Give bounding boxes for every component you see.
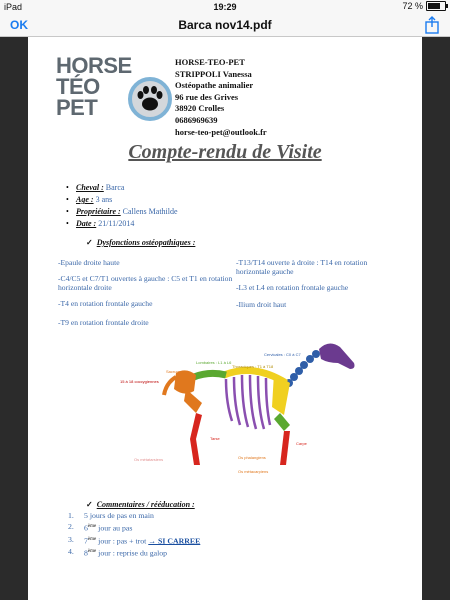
item-text: 6 xyxy=(84,523,88,533)
contact-role: Ostéopathe animalier xyxy=(175,80,254,91)
item-text: 7 xyxy=(84,536,88,546)
contact-city: 38920 Crolles xyxy=(175,103,225,114)
label-phalanges: Os phalangiens xyxy=(238,455,266,460)
item-text: 5 jours de pas en main xyxy=(84,511,154,520)
info-value: Callens Mathilde xyxy=(120,207,178,216)
info-value: 21/11/2014 xyxy=(96,219,135,228)
horse-info-list xyxy=(66,182,178,230)
contact-block xyxy=(175,57,267,138)
list-item xyxy=(68,510,200,521)
clock: 19:29 xyxy=(213,2,237,12)
battery-status xyxy=(402,1,446,11)
logo-line-2: TÉO xyxy=(56,74,100,99)
contact-name: STRIPPOLI Vanessa xyxy=(175,68,252,79)
item-emphasis: → SI CARREE xyxy=(148,536,201,546)
label-thoracic: Thoraciques : T1 à T18 xyxy=(232,364,274,369)
tail-vertebrae xyxy=(164,377,176,395)
info-row-age xyxy=(66,194,178,206)
info-value: Barca xyxy=(103,183,125,192)
device-label: iPad xyxy=(4,2,23,12)
recommendations-list xyxy=(68,510,200,559)
contact-company: HORSE-TEO-PET xyxy=(175,57,245,67)
dysfunction-item: -Epaule droite haute xyxy=(58,258,120,267)
info-label: Age : xyxy=(76,195,94,204)
contact-street: 96 rue des Grives xyxy=(175,91,239,102)
label-tarse: Tarse xyxy=(210,436,220,441)
info-value: 3 ans xyxy=(93,195,113,204)
info-row-date xyxy=(66,218,178,230)
item-number: 2. xyxy=(68,522,74,531)
humerus xyxy=(274,413,290,431)
list-item xyxy=(68,521,200,534)
label-caudal: 15 à 18 coccygiennes xyxy=(120,379,159,384)
item-text-rest: jour : pas + trot xyxy=(96,536,149,546)
item-number: 1. xyxy=(68,511,74,520)
info-label: Cheval : xyxy=(76,183,104,192)
hind-leg xyxy=(190,413,202,465)
ordinal-suffix: ème xyxy=(87,524,97,529)
dysfunction-item: -T9 en rotation frontale droite xyxy=(58,318,149,327)
dysfunction-item: -Ilium droit haut xyxy=(236,300,287,309)
contact-phone: 0686969639 xyxy=(175,114,218,125)
recommendations-heading xyxy=(86,500,195,509)
skull xyxy=(319,343,355,369)
dysfunction-item: -T4 en rotation frontale gauche xyxy=(58,299,153,308)
femur xyxy=(184,389,202,413)
label-cervical: Cervicales : C0 à C7 xyxy=(264,352,301,357)
dysfunctions-heading xyxy=(86,238,195,247)
share-icon[interactable] xyxy=(424,16,440,34)
label-metatarsal: Os métatarsiens xyxy=(134,457,164,462)
info-label: Propriétaire : xyxy=(76,207,121,216)
list-item xyxy=(68,546,200,559)
info-label: Date : xyxy=(76,219,97,228)
logo xyxy=(56,55,168,133)
recommendations-heading-text: Commentaires / rééducation : xyxy=(96,500,195,509)
front-leg xyxy=(280,431,290,465)
nav-bar xyxy=(0,14,450,37)
pdf-page[interactable] xyxy=(28,37,422,600)
logo-line-1: HORSE xyxy=(56,53,132,78)
item-number: 3. xyxy=(68,534,74,544)
dysfunction-item: -L3 et L4 en rotation frontale gauche xyxy=(236,283,349,292)
ok-button[interactable]: OK xyxy=(10,18,28,32)
ribs xyxy=(226,375,270,429)
label-sacrum: Sacrum xyxy=(166,369,180,374)
document-title: Barca nov14.pdf xyxy=(178,18,272,32)
list-item xyxy=(68,534,200,547)
dysfunction-item: -T13/T14 ouverte à droite : T14 en rotation horizontale gauche xyxy=(236,258,368,276)
checkmark-icon: ✓ xyxy=(86,238,93,247)
report-title: Compte-rendu de Visite xyxy=(128,141,322,163)
item-text-rest: jour au pas xyxy=(96,523,133,533)
paw-icon xyxy=(128,77,172,121)
item-number: 4. xyxy=(68,547,74,557)
checkmark-icon: ✓ xyxy=(86,500,93,509)
logo-line-3: PET xyxy=(56,95,98,120)
battery-icon xyxy=(426,1,446,11)
item-text: 8 xyxy=(84,548,88,558)
contact-email: horse-teo-pet@outlook.fr xyxy=(175,126,267,137)
info-row-horse xyxy=(66,182,178,194)
ordinal-suffix: ème xyxy=(87,536,97,542)
battery-fill xyxy=(428,3,440,9)
ordinal-suffix: ème xyxy=(87,549,97,555)
info-row-owner xyxy=(66,206,178,218)
dysfunction-item: -C4/C5 et C7/T1 ouvertes à gauche : C5 et T1 en rotation horizontale droite xyxy=(58,274,233,292)
label-carpe: Carpe xyxy=(296,441,307,446)
label-metacarpal: Os métacarpiens xyxy=(238,469,269,474)
dysfunctions-heading-text: Dysfonctions ostéopathiques : xyxy=(96,238,196,247)
label-lumbar: Lombaires : L1 à L6 xyxy=(196,360,232,365)
scapula xyxy=(272,373,290,415)
battery-percent: 72 % xyxy=(402,1,423,11)
horse-skeleton-diagram xyxy=(114,333,358,479)
item-text-rest: jour : reprise du galop xyxy=(96,548,168,558)
status-bar xyxy=(0,0,450,14)
lumbar-spine xyxy=(194,373,226,377)
